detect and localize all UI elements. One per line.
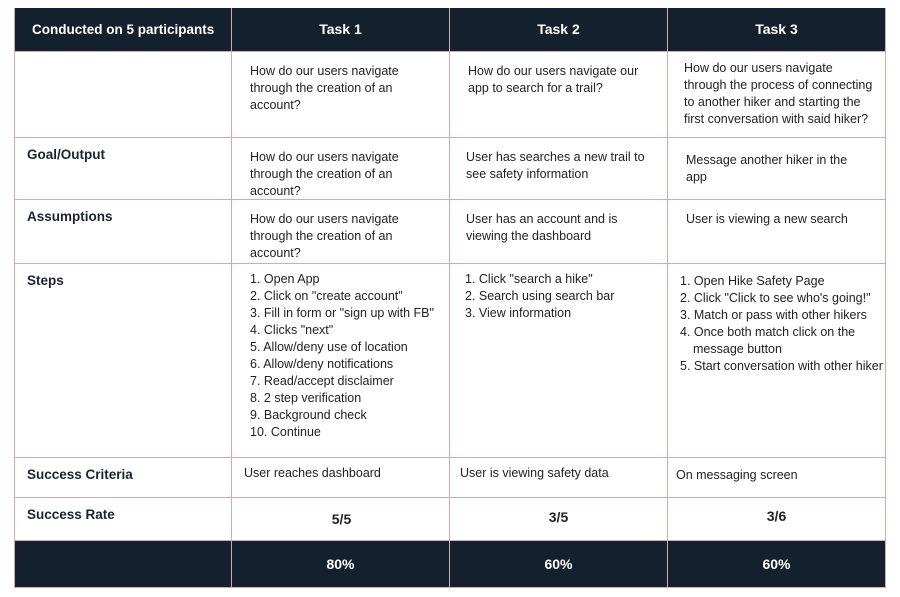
success-criteria-task-1: User reaches dashboard	[232, 458, 450, 498]
assumptions-task-1: How do our users navigate through the creation of an account?	[232, 200, 450, 264]
task-2-header: Task 2	[450, 8, 668, 52]
list-item: 4. Clicks "next"	[250, 323, 334, 337]
goal-task-1: How do our users navigate through the creation of an account?	[232, 138, 450, 200]
percent-task-1: 80%	[232, 541, 450, 588]
percent-task-3: 60%	[668, 541, 886, 588]
list-item: 1. Open Hike Safety Page	[680, 274, 825, 288]
steps-list-task-1	[250, 271, 443, 441]
intro-row-label	[14, 52, 232, 138]
list-item: 8. 2 step verification	[250, 391, 362, 405]
list-item: 1. Open App	[250, 272, 320, 286]
goal-task-2: User has searches a new trail to see safety information	[450, 138, 668, 200]
assumptions-task-3: User is viewing a new search	[668, 200, 886, 264]
list-item: 5. Allow/deny use of location	[250, 340, 408, 354]
success-rate-task-3: 3/6	[668, 498, 886, 541]
steps-list-task-3	[680, 273, 883, 375]
assumptions-task-2: User has an account and is viewing the dashboard	[450, 200, 668, 264]
success-criteria-task-2: User is viewing safety data	[450, 458, 668, 498]
success-rate-task-2: 3/5	[450, 498, 668, 541]
list-item: 2. Search using search bar	[465, 289, 615, 303]
intro-task-1: How do our users navigate through the creation of an account?	[232, 52, 450, 138]
task-1-header: Task 1	[232, 8, 450, 52]
percent-row-label	[14, 541, 232, 588]
list-item: 9. Background check	[250, 408, 367, 422]
goal-task-3: Message another hiker in the app	[668, 138, 886, 200]
list-item: 3. View information	[465, 306, 572, 320]
list-item: 2. Click "Click to see who's going!"	[680, 291, 871, 305]
list-item: 6. Allow/deny notifications	[250, 357, 394, 371]
success-rate-row-label: Success Rate	[14, 498, 232, 541]
percent-task-2: 60%	[450, 541, 668, 588]
task-3-header: Task 3	[668, 8, 886, 52]
steps-task-3	[668, 264, 886, 458]
goal-row-label: Goal/Output	[14, 138, 232, 200]
list-item: 10. Continue	[250, 425, 321, 439]
list-item: 3. Fill in form or "sign up with FB"	[250, 306, 434, 320]
success-criteria-task-3: On messaging screen	[668, 458, 886, 498]
list-item: 7. Read/accept disclaimer	[250, 374, 394, 388]
steps-task-2	[450, 264, 668, 458]
success-rate-task-1: 5/5	[232, 498, 450, 541]
corner-header: Conducted on 5 participants	[14, 8, 232, 52]
intro-task-2: How do our users navigate our app to search for a trail?	[450, 52, 668, 138]
success-criteria-row-label: Success Criteria	[14, 458, 232, 498]
steps-list-task-2	[465, 271, 661, 322]
list-item: 5. Start conversation with other hiker	[680, 359, 883, 373]
steps-row-label: Steps	[14, 264, 232, 458]
steps-task-1	[232, 264, 450, 458]
list-item: 2. Click on "create account"	[250, 289, 403, 303]
intro-task-3: How do our users navigate through the process of connecting to another hiker and starting the first conversation with said hiker?	[668, 52, 886, 138]
list-item: 3. Match or pass with other hikers	[680, 308, 867, 322]
usability-test-table	[14, 8, 886, 588]
assumptions-row-label: Assumptions	[14, 200, 232, 264]
list-item: 1. Click "search a hike"	[465, 272, 593, 286]
list-item: 4. Once both match click on the message button	[680, 325, 856, 356]
